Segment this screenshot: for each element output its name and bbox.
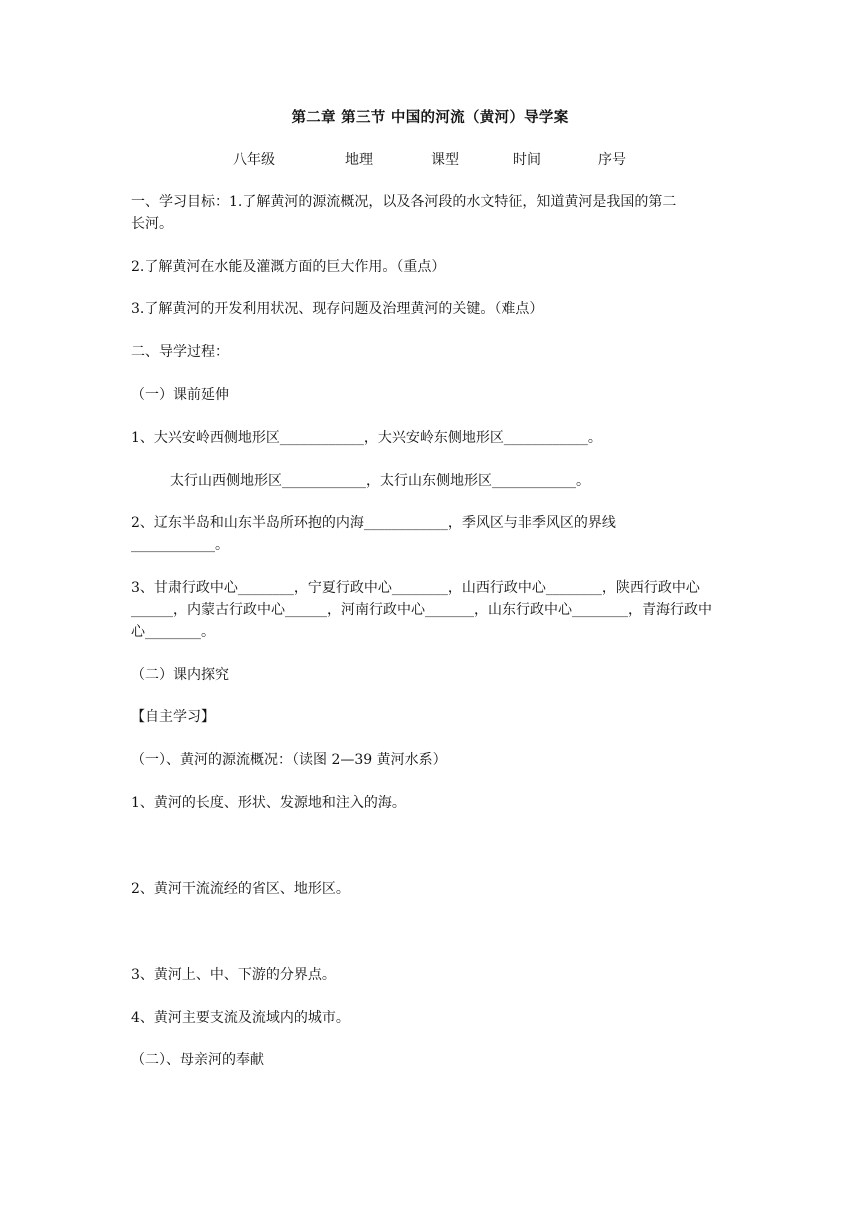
meta-time: 时间 [513, 152, 541, 168]
meta-subject: 地理 [345, 152, 373, 168]
meta-sequence: 序号 [598, 152, 626, 168]
self-study-heading: 【自主学习】 [131, 709, 215, 725]
objectives-line-1: 一、学习目标：1.了解黄河的源流概况，以及各河段的水文特征，知道黄河是我国的第二 [131, 194, 677, 210]
question-1-line-2: 太行山西侧地形区____________，太行山东侧地形区____________。 [170, 473, 590, 489]
objectives-line-2: 2.了解黄河在水能及灌溉方面的巨大作用。（重点） [131, 259, 446, 275]
study-item-1: 1、黄河的长度、形状、发源地和注入的海。 [131, 795, 406, 811]
objectives-line-3: 3.了解黄河的开发利用状况、现存问题及治理黄河的关键。（难点） [131, 301, 544, 317]
question-3-line-3: 心________。 [131, 624, 215, 640]
pre-class-heading: （一）课前延伸 [131, 387, 229, 403]
study-item-4: 4、黄河主要支流及流域内的城市。 [131, 1010, 350, 1026]
in-class-heading: （二）课内探究 [131, 667, 229, 683]
mother-river-heading: （二）、母亲河的奉献 [131, 1052, 264, 1068]
source-overview-heading: （一）、黄河的源流概况：（读图 2—39 黄河水系） [131, 752, 447, 768]
study-item-3: 3、黄河上、中、下游的分界点。 [131, 967, 336, 983]
question-3-line-1: 3、甘肃行政中心________，宁夏行政中心________，山西行政中心________，陕西行政中心 [131, 580, 700, 596]
meta-grade: 八年级 [233, 152, 275, 168]
study-item-2: 2、黄河干流流经的省区、地形区。 [131, 881, 350, 897]
question-1-line-1: 1、大兴安岭西侧地形区____________，大兴安岭东侧地形区____________。 [131, 430, 602, 446]
objectives-line-1-cont: 长河。 [131, 216, 173, 232]
question-2-line-1: 2、辽东半岛和山东半岛所环抱的内海____________，季风区与非季风区的界线 [131, 515, 616, 531]
question-2-line-2: ____________。 [131, 537, 229, 553]
page-title: 第二章 第三节 中国的河流（黄河）导学案 [291, 110, 569, 126]
meta-lesson-type: 课型 [431, 152, 459, 168]
process-heading: 二、导学过程： [131, 344, 229, 360]
question-3-line-2: ______，内蒙古行政中心______，河南行政中心_______，山东行政中心________，青海行政中 [131, 602, 712, 618]
